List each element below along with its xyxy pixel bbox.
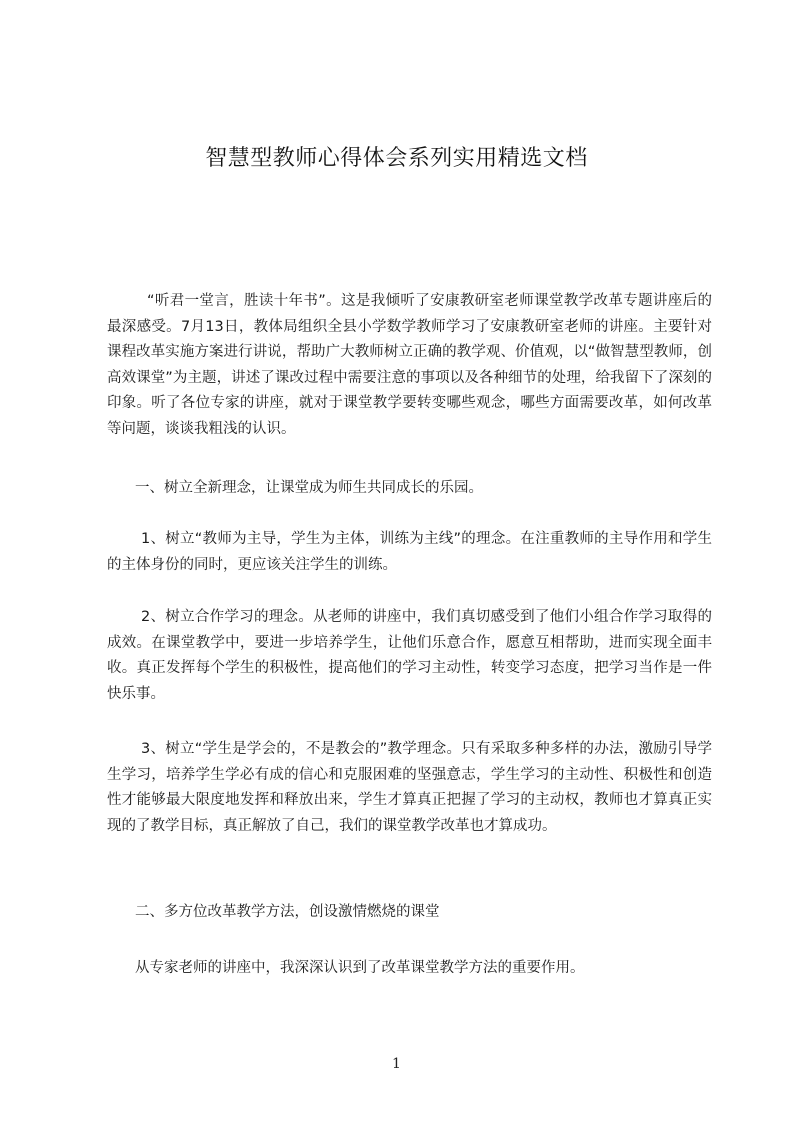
paragraph-point-2: 2、树立合作学习的理念。从老师的讲座中，我们真切感受到了他们小组合作学习取得的成效。在课堂教学中，要进一步培养学生，让他们乐意合作，愿意互相帮助，进而实现全面丰收。真正发挥每个学生的积极性，提高他们的学习主动性，转变学习态度，把学习当作是一件快乐事。 [107, 609, 712, 702]
paragraph-section-2-intro: 从专家老师的讲座中，我深深认识到了改革课堂教学方法的重要作用。 [135, 960, 585, 976]
paragraph-point-1: 1、树立“教师为主导，学生为主体，训练为主线”的理念。在注重教师的主导作用和学生的主体身份的同时，更应该关注学生的训练。 [107, 531, 712, 573]
document-title: 智慧型教师心得体会系列实用精选文档 [205, 146, 588, 171]
section-heading-2: 二、多方位改革教学方法，创设激情燃烧的课堂 [135, 904, 440, 920]
section-heading-1: 一、树立全新理念，让课堂成为师生共同成长的乐园。 [135, 480, 483, 496]
paragraph-point-3: 3、树立“学生是学会的，不是教会的”教学理念。只有采取多种多样的办法，激励引导学生学习，培养学生学必有成的信心和克服困难的坚强意志，学生学习的主动性、积极性和创造性才能够最大限度地发挥和释放出来，学生才算真正把握了学习的主动权，教师也才算真正实现的了教学目标，真正解放了自己，我们的课堂教学改革也才算成功。 [107, 741, 712, 834]
paragraph-intro: “听君一堂言，胜读十年书”。这是我倾听了安康教研室老师课堂教学改革专题讲座后的最深感受。7月13日，教体局组织全县小学数学教师学习了安康教研室老师的讲座。主要针对课程改革实施方案进行讲说，帮助广大教师树立正确的教学观、价值观，以“做智慧型教师，创高效课堂”为主题，讲述了课改过程中需要注意的事项以及各种细节的处理，给我留下了深刻的印象。听了各位专家的讲座，就对于课堂教学要转变哪些观念，哪些方面需要改革，如何改革等问题，谈谈我粗浅的认识。 [107, 293, 712, 437]
page-number: 1 [392, 1056, 401, 1072]
